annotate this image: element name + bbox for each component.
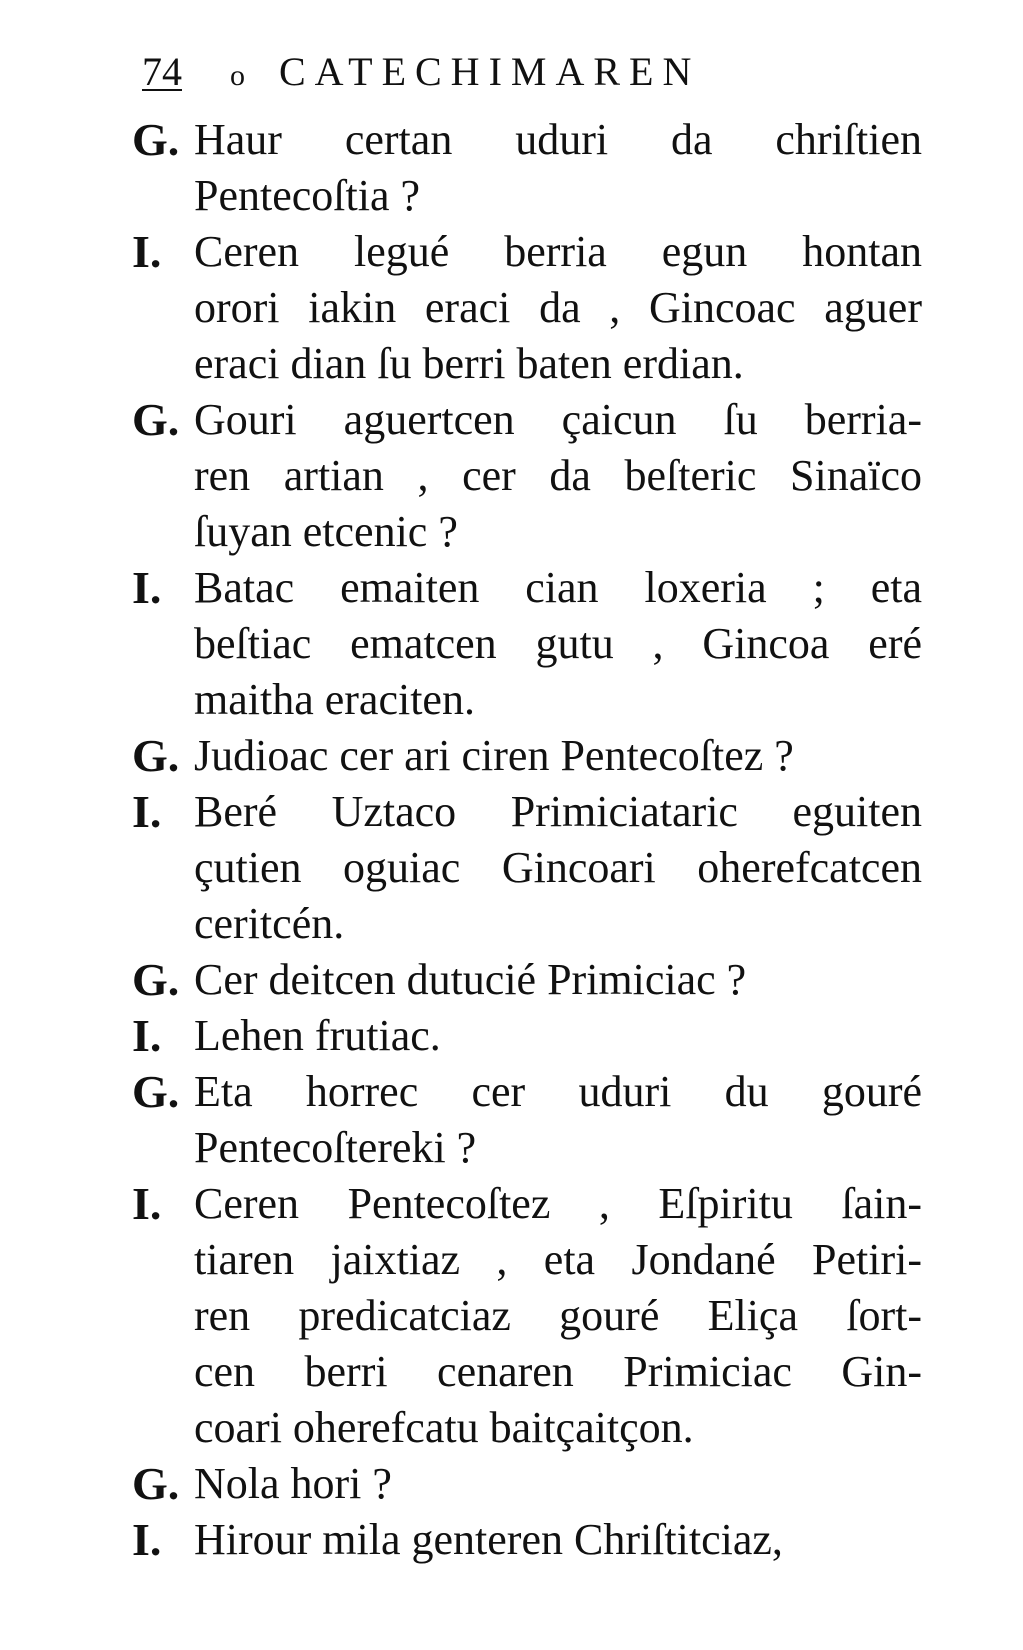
text-line: tiaren jaixtiaz , eta Jondané Petiri- xyxy=(194,1235,922,1284)
running-header xyxy=(142,49,701,94)
speaker-label: G. xyxy=(132,954,180,1005)
speaker-label: I. xyxy=(132,786,162,837)
speaker-label: I. xyxy=(132,1178,162,1229)
speaker-label: I. xyxy=(132,226,162,277)
signature-mark: o xyxy=(230,59,245,92)
speaker-label: I. xyxy=(132,562,162,613)
text-line: cen berri cenaren Primiciac Gin- xyxy=(194,1347,922,1396)
text-line: ceritcén. xyxy=(194,899,345,948)
entry-text xyxy=(194,112,922,224)
speaker-label: I. xyxy=(132,1010,162,1061)
speaker-label: I. xyxy=(132,1514,162,1565)
text-line: ren predicatciaz gouré Eliça ſort- xyxy=(194,1291,922,1340)
text-line: Eta horrec cer uduri du gouré xyxy=(194,1067,922,1116)
entry-text xyxy=(194,392,922,560)
dialogue-entry xyxy=(132,224,922,392)
text-line: Judioac cer ari ciren Pentecoſtez ? xyxy=(194,731,794,780)
entry-text xyxy=(194,1456,922,1512)
entry-text xyxy=(194,560,922,728)
text-line: orori iakin eraci da , Gincoac aguer xyxy=(194,283,922,332)
text-line: Ceren Pentecoſtez , Eſpiritu ſain- xyxy=(194,1179,922,1228)
text-line: Beré Uztaco Primiciataric eguiten xyxy=(194,787,922,836)
entry-text xyxy=(194,1008,922,1064)
text-line: beſtiac ematcen gutu , Gincoa eré xyxy=(194,619,922,668)
dialogue-entry xyxy=(132,728,922,784)
dialogue-text xyxy=(132,112,922,1568)
speaker-label: G. xyxy=(132,1066,180,1117)
entry-text xyxy=(194,224,922,392)
speaker-label: G. xyxy=(132,730,180,781)
dialogue-entry xyxy=(132,1176,922,1456)
text-line: maitha eraciten. xyxy=(194,675,475,724)
text-line: ſuyan etcenic ? xyxy=(194,507,458,556)
entry-text xyxy=(194,784,922,952)
text-line: Lehen frutiac. xyxy=(194,1011,441,1060)
entry-text xyxy=(194,1176,922,1456)
text-line: Pentecoſtia ? xyxy=(194,171,421,220)
speaker-label: G. xyxy=(132,1458,180,1509)
page-number: 74 xyxy=(142,49,182,94)
text-line: çutien oguiac Gincoari oherefcatcen xyxy=(194,843,922,892)
text-line: Batac emaiten cian loxeria ; eta xyxy=(194,563,922,612)
dialogue-entry xyxy=(132,952,922,1008)
text-line: ren artian , cer da beſteric Sinaïco xyxy=(194,451,922,500)
dialogue-entry xyxy=(132,1456,922,1512)
dialogue-entry xyxy=(132,392,922,560)
entry-text xyxy=(194,1064,922,1176)
entry-text xyxy=(194,728,922,784)
text-line: Gouri aguertcen çaicun ſu berria- xyxy=(194,395,922,444)
dialogue-entry xyxy=(132,1008,922,1064)
dialogue-entry xyxy=(132,784,922,952)
text-line: Pentecoſtereki ? xyxy=(194,1123,477,1172)
text-line: Hirour mila genteren Chriſtitciaz, xyxy=(194,1515,783,1564)
entry-text xyxy=(194,952,922,1008)
entry-text xyxy=(194,1512,922,1568)
text-line: coari oherefcatu baitçaitçon. xyxy=(194,1403,694,1452)
text-line: Haur certan uduri da chriſtien xyxy=(194,115,922,164)
text-line: eraci dian ſu berri baten erdian. xyxy=(194,339,744,388)
running-title: CATECHIMAREN xyxy=(279,49,701,94)
dialogue-entry xyxy=(132,560,922,728)
speaker-label: G. xyxy=(132,394,180,445)
text-line: Cer deitcen dutucié Primiciac ? xyxy=(194,955,747,1004)
speaker-label: G. xyxy=(132,114,180,165)
dialogue-entry xyxy=(132,112,922,224)
dialogue-entry xyxy=(132,1512,922,1568)
dialogue-entry xyxy=(132,1064,922,1176)
text-line: Nola hori ? xyxy=(194,1459,392,1508)
text-line: Ceren legué berria egun hontan xyxy=(194,227,922,276)
